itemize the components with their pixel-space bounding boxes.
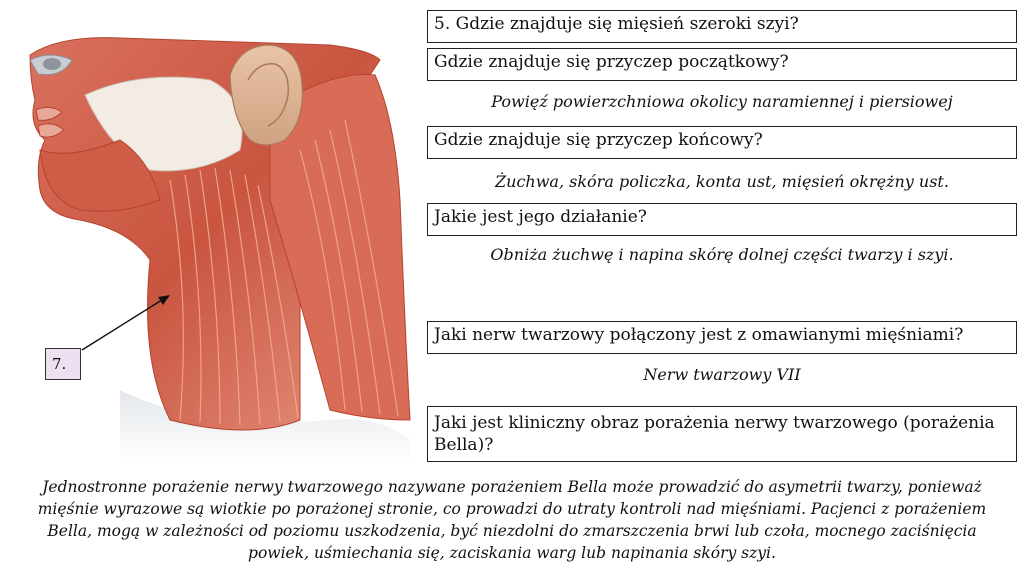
question-box: Jaki jest kliniczny obraz porażenia nerwy twarzowego (porażenia Bella)? — [427, 406, 1017, 462]
answer-text: Obniża żuchwę i napina skórę dolnej części twarzy i szyi. — [490, 245, 954, 264]
answer-text: Powięź powierzchniowa okolicy naramiennej i piersiowej — [491, 92, 953, 111]
neck-muscles-illustration — [0, 0, 430, 470]
explanation-paragraph: Jednostronne porażenie nerwy twarzowego nazywane porażeniem Bella może prowadzić do asymetrii twarzy, ponieważ mięśnie wyrazowe są wiotkie po porażonej stronie, co prowadzi do utraty kontroli nad mięśniami. Pacjenci z porażeniem Bella, mogą w zależności od poziomu uszkodzenia, być niezdolni do zmarszczenia brwi lub czoła, mocnego zaciśnięcia powiek, uśmiechania się, zaciskania warg lub napinania skóry szyi. — [37, 478, 987, 562]
question-box: Jaki nerw twarzowy połączony jest z omawianymi mięśniami? — [427, 321, 1017, 354]
question-box: 5. Gdzie znajduje się mięsień szeroki szyi? — [427, 10, 1017, 43]
question-box: Gdzie znajduje się przyczep końcowy? — [427, 126, 1017, 159]
answer-text: Nerw twarzowy VII — [643, 365, 801, 384]
answer-text: Żuchwa, skóra policzka, konta ust, mięsień okrężny ust. — [495, 172, 949, 191]
figure-marker-label: 7. — [45, 348, 81, 380]
question-box: Gdzie znajduje się przyczep początkowy? — [427, 48, 1017, 81]
question-box: Jakie jest jego działanie? — [427, 203, 1017, 236]
